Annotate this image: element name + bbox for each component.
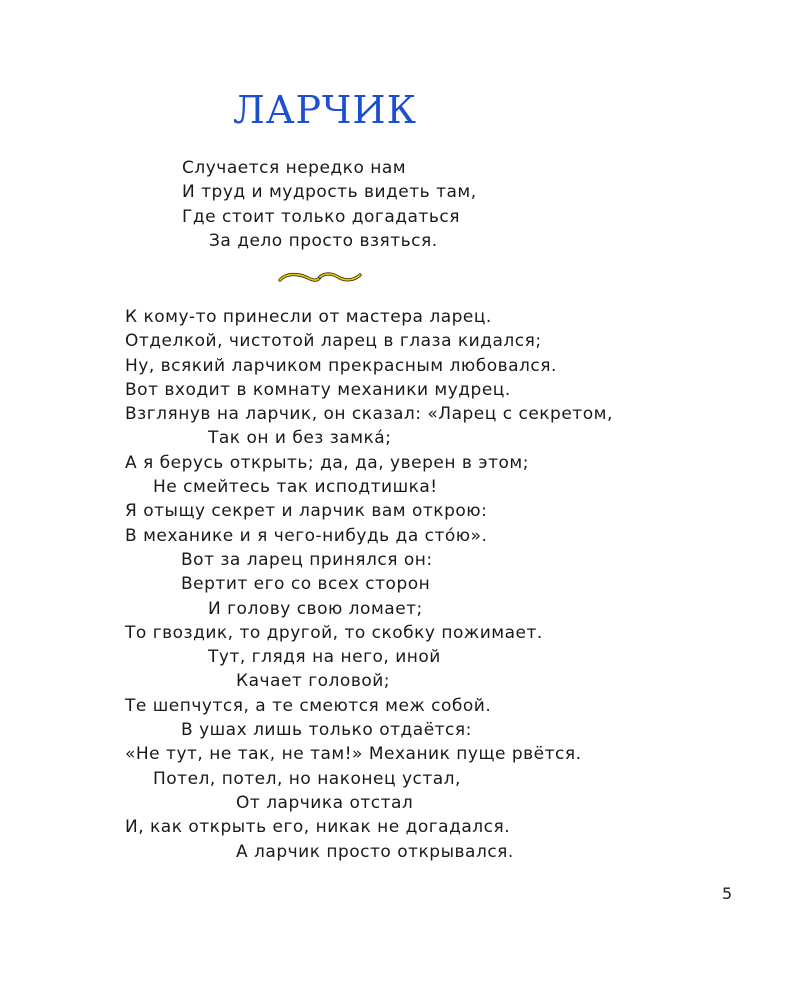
poem-line: Ну, всякий ларчиком прекрасным любовался. — [125, 355, 557, 376]
poem-line: Вот за ларец принялся он: — [181, 549, 433, 570]
poem-line: К кому-то принесли от мастера ларец. — [125, 307, 492, 327]
poem-line: Качает головой; — [236, 671, 391, 692]
poem-line: Отделкой, чистотой ларец в глаза кидался; — [125, 331, 542, 352]
poem-line: В ушах лишь только отдаётся: — [181, 720, 472, 741]
decorative-swash-icon — [278, 270, 362, 286]
poem-line: И, как открыть его, никак не догадался. — [125, 817, 511, 838]
poem-line: Не смейтесь так исподтишка! — [153, 477, 438, 498]
epigraph-line: За дело просто взяться. — [209, 230, 438, 251]
epigraph-line: И труд и мудрость видеть там, — [182, 182, 477, 203]
epigraph — [0, 156, 800, 253]
poem-line: А я берусь открыть; да, да, уверен в этом; — [125, 452, 529, 473]
poem-body — [0, 305, 800, 864]
poem-line: Потел, потел, но наконец устал, — [153, 768, 461, 789]
poem-line: А ларчик просто открывался. — [236, 841, 514, 862]
poem-line: В механике и я чего-нибудь да сто́ю». — [125, 525, 488, 546]
poem-line: От ларчика отстал — [236, 792, 414, 813]
poem-line: Так он и без замка́; — [208, 428, 392, 449]
poem-line: То гвоздик, то другой, то скобку пожимает. — [125, 622, 543, 643]
poem-line: «Не тут, не так, не там!» Механик пуще рвётся. — [125, 744, 582, 765]
poem-title: ЛАРЧИК — [233, 88, 417, 132]
poem-line: Взглянув на ларчик, он сказал: «Ларец с секретом, — [125, 404, 613, 425]
poem-line: И голову свою ломает; — [208, 598, 423, 619]
poem-line: Те шепчутся, а те смеются меж собой. — [125, 695, 492, 716]
poem-line: Вертит его со всех сторон — [181, 574, 431, 595]
page-number: 5 — [722, 884, 733, 903]
epigraph-line: Где стоит только догадаться — [182, 206, 460, 227]
poem-line: Тут, глядя на него, иной — [208, 647, 441, 668]
epigraph-line: Случается нередко нам — [182, 158, 407, 178]
poem-line: Вот входит в комнату механики мудрец. — [125, 379, 511, 400]
poem-line: Я отыщу секрет и ларчик вам открою: — [125, 501, 488, 522]
